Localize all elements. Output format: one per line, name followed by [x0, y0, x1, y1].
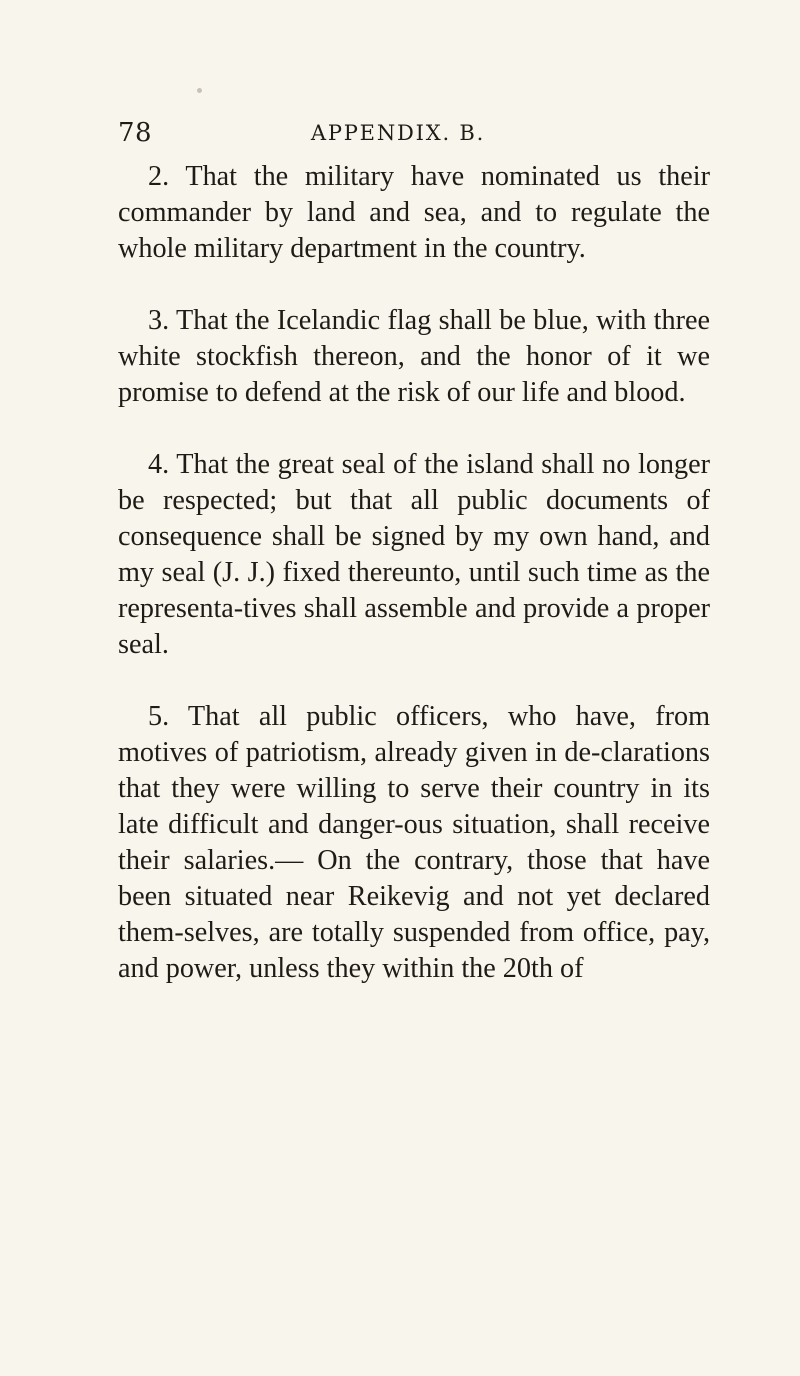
paragraph-2: 2. That the military have nominated us their commander by land and sea, and to regulate the whole military department in the country. [118, 161, 710, 264]
paragraph-4: 4. That the great seal of the island shall no longer be respected; but that all public documents of consequence shall be signed by my own hand, and my seal (J. J.) fixed thereunto, until such time as the representa-tives shall assemble and provide a proper seal. [118, 449, 710, 660]
body-text [118, 159, 710, 987]
page-header [118, 118, 678, 158]
paper-speck [197, 88, 202, 93]
paragraph-5: 5. That all public officers, who have, from motives of patriotism, already given in de-clarations that they were willing to serve their country in its late difficult and danger-ous situation, shall receive their salaries.— On the contrary, those that have been situated near Reikevig and not yet declared them-selves, are totally suspended from office, pay, and power, unless they within the 20th of [118, 701, 710, 984]
running-head: APPENDIX. B. [310, 121, 486, 145]
page-number: 78 [118, 118, 153, 148]
paragraph-3: 3. That the Icelandic flag shall be blue, with three white stockfish thereon, and the honor of it we promise to defend at the risk of our life and blood. [118, 305, 710, 408]
